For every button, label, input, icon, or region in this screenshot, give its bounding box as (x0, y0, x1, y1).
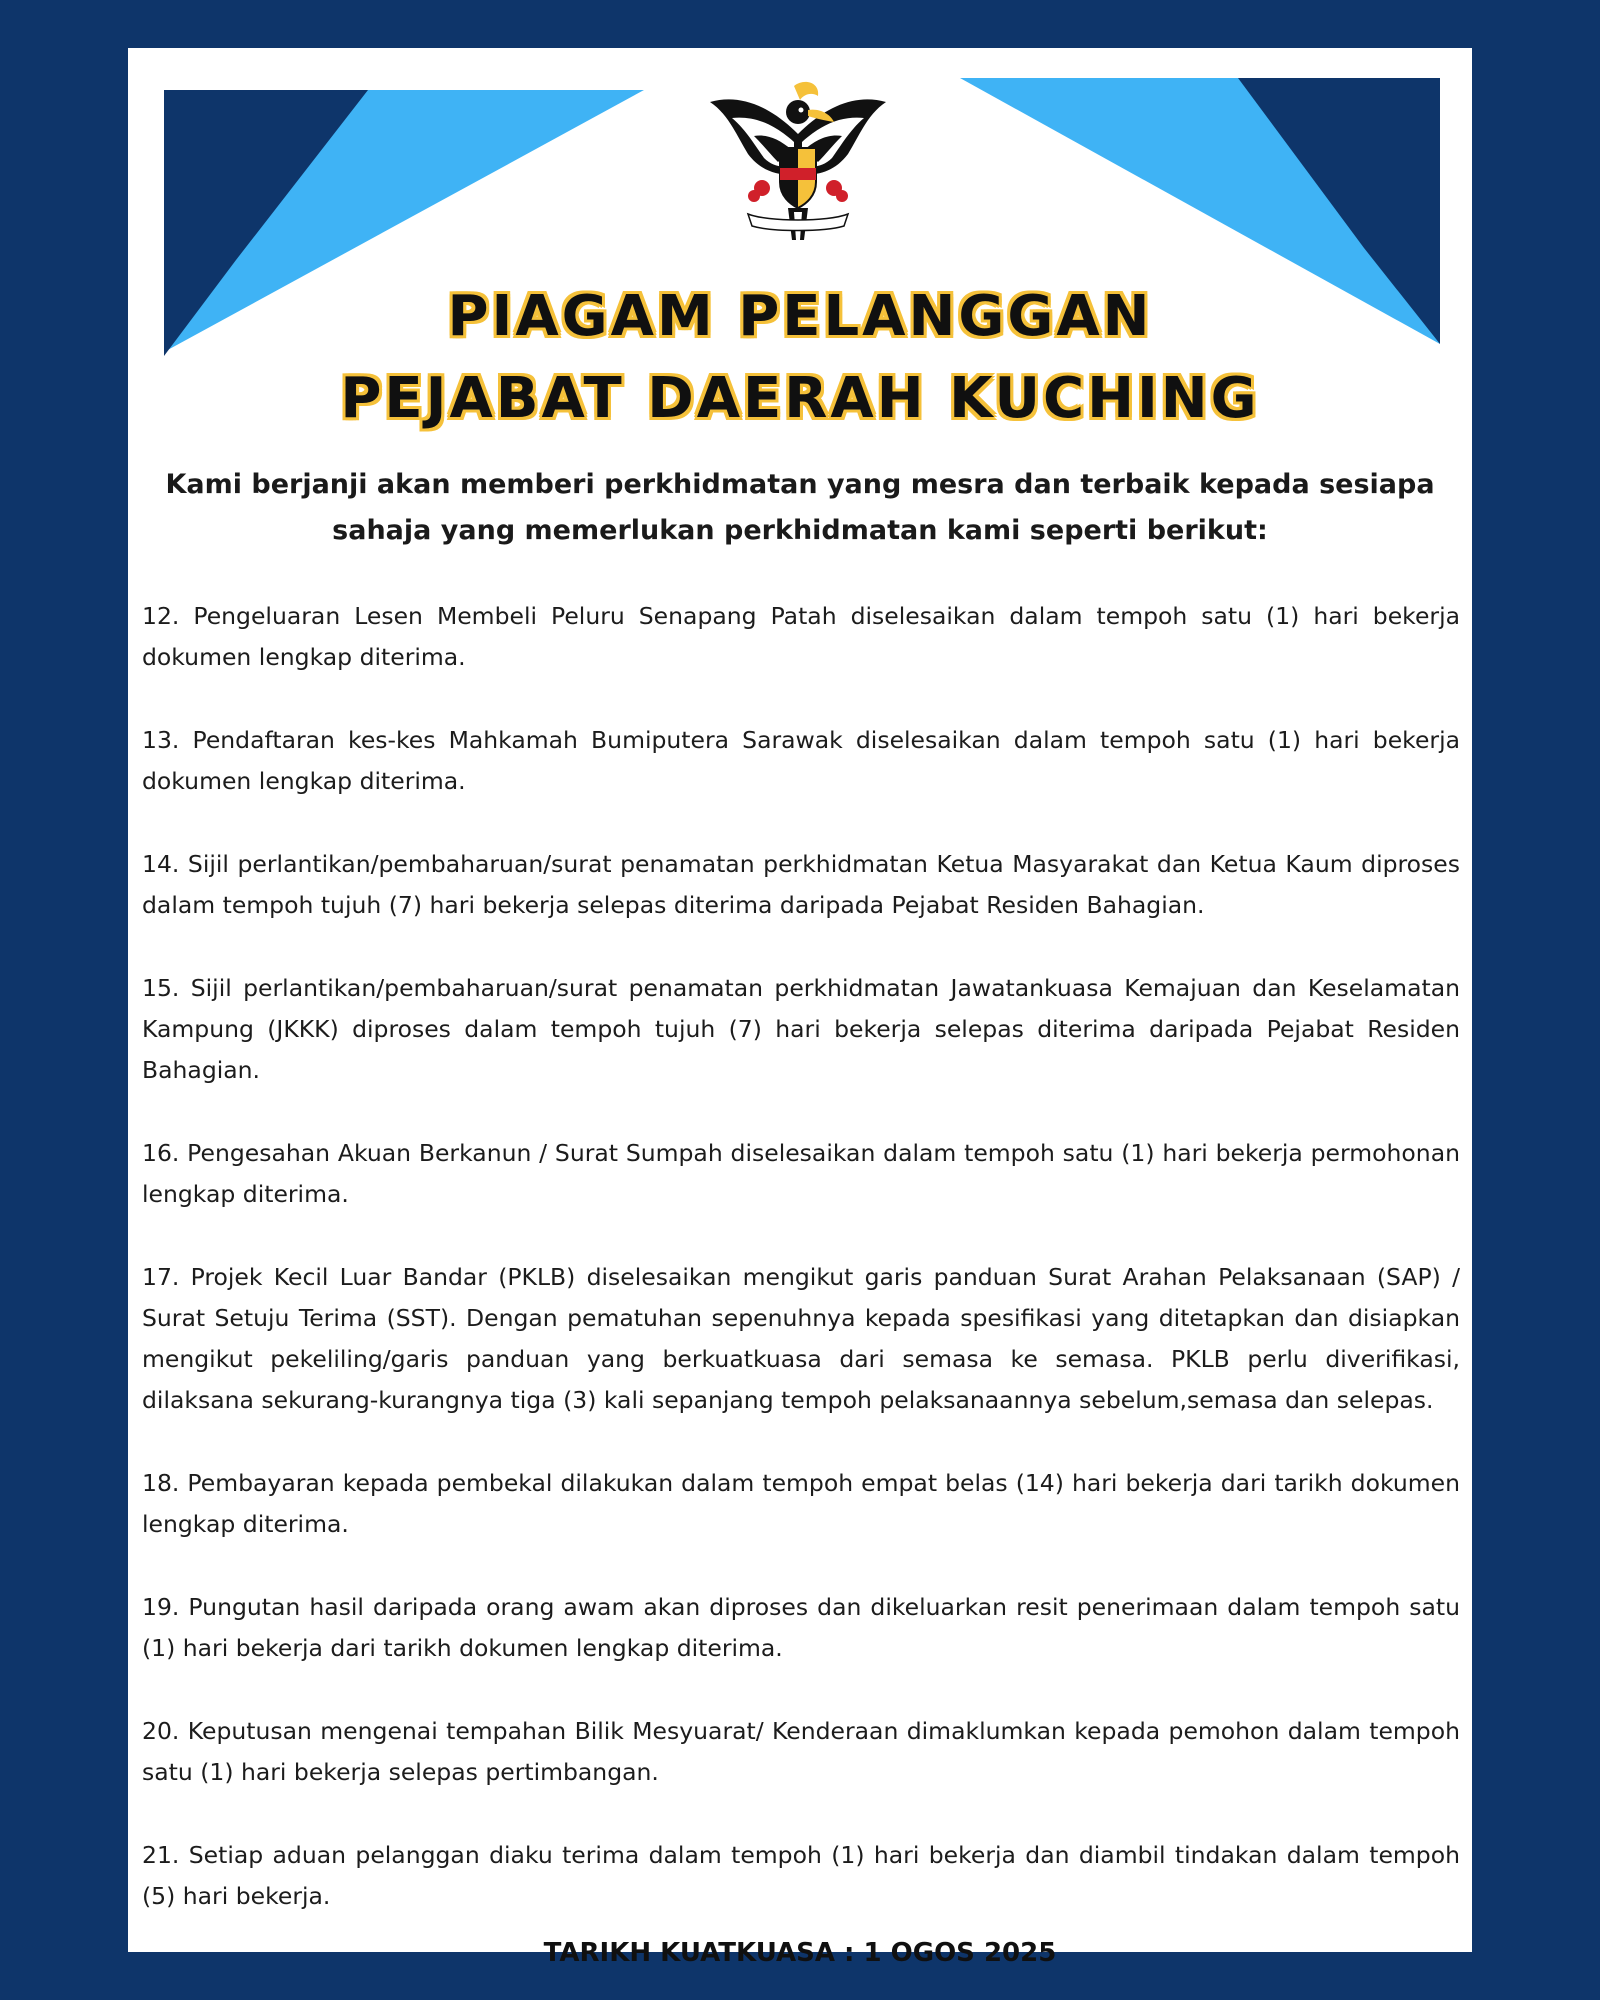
title-line-2: PEJABAT DAERAH KUCHING (340, 366, 1260, 431)
charter-item-20: 20. Keputusan mengenai tempahan Bilik Mesyuarat/ Kenderaan dimaklumkan kepada pemohon dalam tempoh satu (1) hari bekerja selepas pertimbangan. (142, 1717, 1460, 1786)
charter-item-19: 19. Pungutan hasil daripada orang awam akan diproses dan dikeluarkan resit penerimaan dalam tempoh satu (1) hari bekerja dari tarikh dokumen lengkap diterima. (142, 1593, 1460, 1662)
charter-item-17: 17. Projek Kecil Luar Bandar (PKLB) diselesaikan mengikut garis panduan Surat Arahan Pelaksanaan (SAP) / Surat Setuju Terima (SST). Dengan pematuhan sepenuhnya kepada spesifikasi yang ditetapkan dan disiapkan mengikut pekeliling/garis panduan yang berkuatkuasa dari semasa ke semasa. PKLB perlu diverifikasi, dilaksana sekurang-kurangnya tiga (3) kali sepanjang tempoh pelaksanaannya sebelum,semasa dan selepas. (142, 1263, 1460, 1414)
charter-items-list (142, 596, 1460, 1959)
charter-item-18: 18. Pembayaran kepada pembekal dilakukan dalam tempoh empat belas (14) hari bekerja dari tarikh dokumen lengkap diterima. (142, 1469, 1460, 1538)
charter-item-21: 21. Setiap aduan pelanggan diaku terima dalam tempoh (1) hari bekerja dan diambil tindakan dalam tempoh (5) hari bekerja. (142, 1841, 1460, 1910)
pledge-statement: Kami berjanji akan memberi perkhidmatan yang mesra dan terbaik kepada sesiapa sahaja yang memerlukan perkhidmatan kami seperti berikut: (165, 469, 1435, 546)
effective-date: TARIKH KUATKUASA : 1 OGOS 2025 (543, 1938, 1057, 1968)
charter-card (128, 48, 1472, 1968)
charter-item-12: 12. Pengeluaran Lesen Membeli Peluru Senapang Patah diselesaikan dalam tempoh satu (1) hari bekerja dokumen lengkap diterima. (142, 602, 1460, 671)
title-line-1: PIAGAM PELANGGAN (447, 284, 1153, 349)
charter-item-16: 16. Pengesahan Akuan Berkanun / Surat Sumpah diselesaikan dalam tempoh satu (1) hari bekerja permohonan lengkap diterima. (142, 1139, 1460, 1208)
sarawak-emblem-icon (708, 64, 888, 254)
charter-item-13: 13. Pendaftaran kes-kes Mahkamah Bumiputera Sarawak diselesaikan dalam tempoh satu (1) hari bekerja dokumen lengkap diterima. (142, 726, 1460, 795)
charter-item-14: 14. Sijil perlantikan/pembaharuan/surat penamatan perkhidmatan Ketua Masyarakat dan Ketua Kaum diproses dalam tempoh tujuh (7) hari bekerja selepas diterima daripada Pejabat Residen Bahagian. (142, 850, 1460, 919)
charter-item-15: 15. Sijil perlantikan/pembaharuan/surat penamatan perkhidmatan Jawatankuasa Kemajuan dan Keselamatan Kampung (JKKK) diproses dalam tempoh tujuh (7) hari bekerja selepas diterima daripada Pejabat Residen Bahagian. (142, 974, 1460, 1084)
